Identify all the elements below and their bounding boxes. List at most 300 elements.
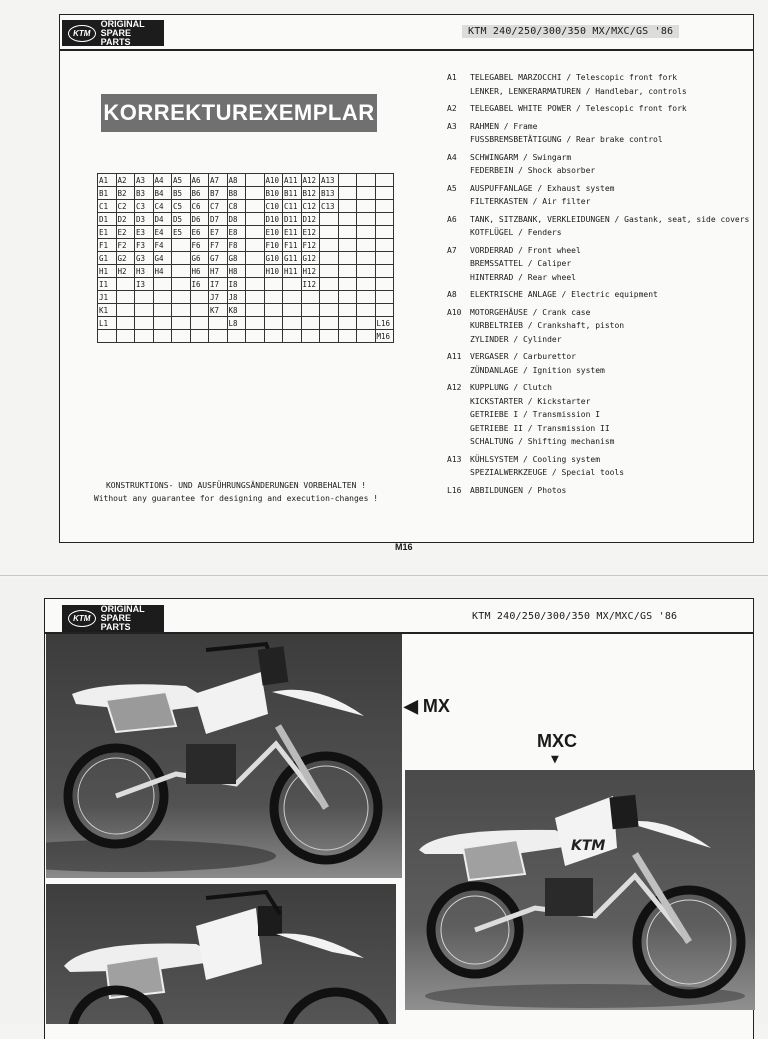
header-divider: [59, 49, 754, 51]
grid-cell: [338, 252, 357, 265]
grid-cell: [320, 304, 339, 317]
logo-line-2: SPARE PARTS: [100, 613, 131, 632]
grid-cell: G6: [190, 252, 209, 265]
grid-cell: K7: [209, 304, 228, 317]
grid-cell: [375, 213, 394, 226]
logo-line-1: ORIGINAL: [100, 604, 145, 614]
section-code: A1: [447, 73, 457, 82]
section-item: [447, 213, 750, 240]
section-code: A3: [447, 121, 457, 131]
grid-cell: [375, 226, 394, 239]
section-code: A6: [447, 214, 457, 224]
grid-cell: [153, 317, 172, 330]
grid-cell: [357, 213, 376, 226]
grid-cell: [246, 174, 265, 187]
section-lines: [470, 151, 595, 178]
grid-cell: A7: [209, 174, 228, 187]
grid-cell: [135, 304, 154, 317]
grid-cell: B2: [116, 187, 135, 200]
grid-cell: [264, 304, 283, 317]
grid-cell: B4: [153, 187, 172, 200]
grid-cell: [320, 213, 339, 226]
grid-cell: A11: [283, 174, 302, 187]
section-item: [447, 453, 747, 480]
grid-cell: [153, 278, 172, 291]
grid-cell: E6: [190, 226, 209, 239]
grid-cell: [357, 278, 376, 291]
section-code: A2: [447, 104, 457, 113]
ktm-logo-icon: [68, 25, 96, 42]
grid-cell: F10: [264, 239, 283, 252]
grid-cell: L8: [227, 317, 246, 330]
grid-row: [98, 252, 394, 265]
grid-cell: E5: [172, 226, 191, 239]
grid-cell: [264, 278, 283, 291]
grid-cell: [375, 174, 394, 187]
grid-cell: [116, 304, 135, 317]
grid-cell: [209, 317, 228, 330]
grid-cell: [246, 226, 265, 239]
grid-cell: [135, 317, 154, 330]
grid-cell: [338, 174, 357, 187]
grid-cell: D4: [153, 213, 172, 226]
section-lines: [470, 71, 687, 98]
grid-cell: [320, 226, 339, 239]
grid-cell: G2: [116, 252, 135, 265]
grid-cell: [375, 239, 394, 252]
grid-cell: E8: [227, 226, 246, 239]
mxc-bike-illustration: [405, 770, 755, 1010]
page-sheet-2: [0, 578, 768, 1024]
grid-cell: H3: [135, 265, 154, 278]
section-lines: [470, 350, 605, 377]
section-line: VERGASER / Carburettor: [470, 352, 576, 361]
section-item: [447, 381, 747, 449]
grid-cell: [357, 239, 376, 252]
grid-cell: [375, 265, 394, 278]
ktm-logo: [62, 20, 164, 46]
section-item: [447, 71, 747, 98]
grid-cell: F6: [190, 239, 209, 252]
section-line: SCHWINGARM / Swingarm: [470, 152, 572, 162]
logo-mark: KTM: [73, 614, 91, 623]
grid-row: [98, 278, 394, 291]
mx-label: ◀ MX: [404, 696, 450, 716]
grid-cell: [320, 317, 339, 330]
grid-cell: [301, 317, 320, 330]
grid-cell: H1: [98, 265, 117, 278]
grid-cell: [172, 252, 191, 265]
grid-cell: F2: [116, 239, 135, 252]
grid-cell: D10: [264, 213, 283, 226]
mx-motorcycle-photo: [46, 634, 402, 878]
grid-cell: [116, 291, 135, 304]
grid-cell: [357, 174, 376, 187]
grid-cell: A13: [320, 174, 339, 187]
grid-cell: B5: [172, 187, 191, 200]
grid-cell: B13: [320, 187, 339, 200]
grid-row: [98, 265, 394, 278]
tank-logo: KTM: [571, 838, 606, 854]
section-code: A4: [447, 152, 457, 162]
grid-cell: [246, 291, 265, 304]
grid-cell: B6: [190, 187, 209, 200]
grid-cell: [357, 265, 376, 278]
grid-cell: [375, 252, 394, 265]
section-line: SPEZIALWERKZEUGE / Special tools: [470, 468, 625, 477]
grid-cell: A6: [190, 174, 209, 187]
korrekturexemplar-banner: KORREKTUREXEMPLAR: [101, 94, 377, 132]
logo-line-1: ORIGINAL: [100, 18, 145, 29]
logo-text: [101, 605, 158, 632]
grid-row: [98, 226, 394, 239]
grid-cell: I1: [98, 278, 117, 291]
grid-cell: [338, 291, 357, 304]
grid-cell: I6: [190, 278, 209, 291]
grid-cell: B8: [227, 187, 246, 200]
grid-cell: [320, 278, 339, 291]
grid-row: [98, 330, 394, 343]
grid-cell: [172, 239, 191, 252]
grid-cell: K1: [98, 304, 117, 317]
grid-cell: C6: [190, 200, 209, 213]
grid-cell: I3: [135, 278, 154, 291]
grid-cell: [357, 317, 376, 330]
grid-cell: J1: [98, 291, 117, 304]
section-lines: [470, 381, 615, 449]
grid-cell: [190, 317, 209, 330]
grid-cell: G10: [264, 252, 283, 265]
section-item: [447, 288, 747, 302]
grid-cell: [338, 187, 357, 200]
grid-cell: [264, 317, 283, 330]
section-line: GETRIEBE I / Transmission I: [470, 410, 601, 419]
section-lines: [470, 453, 624, 480]
grid-cell: E7: [209, 226, 228, 239]
section-lines: [470, 213, 749, 240]
grid-row: [98, 304, 394, 317]
grid-cell: [283, 278, 302, 291]
grid-cell: B7: [209, 187, 228, 200]
section-item: [447, 102, 747, 116]
grid-cell: C1: [98, 200, 117, 213]
grid-cell: [283, 291, 302, 304]
grid-cell: A4: [153, 174, 172, 187]
section-item: [447, 120, 747, 147]
model-title: KTM 240/250/300/350 MX/MXC/GS '86: [462, 25, 679, 38]
section-line: SCHALTUNG / Shifting mechanism: [470, 437, 615, 446]
grid-cell: B1: [98, 187, 117, 200]
grid-cell: F7: [209, 239, 228, 252]
grid-cell: G11: [283, 252, 302, 265]
grid-cell: A1: [98, 174, 117, 187]
grid-cell: G8: [227, 252, 246, 265]
section-line: LENKER, LENKERARMATUREN / Handlebar, controls: [470, 86, 687, 96]
grid-cell: [264, 291, 283, 304]
grid-cell: E10: [264, 226, 283, 239]
section-line: VORDERRAD / Front wheel: [470, 245, 581, 255]
grid-cell: [338, 317, 357, 330]
grid-cell: [246, 187, 265, 200]
grid-cell: C3: [135, 200, 154, 213]
grid-row: [98, 317, 394, 330]
grid-cell: D1: [98, 213, 117, 226]
grid-cell: D3: [135, 213, 154, 226]
section-lines: [470, 182, 615, 209]
section-item: [447, 306, 747, 347]
grid-cell: I12: [301, 278, 320, 291]
grid-cell: [98, 330, 117, 343]
grid-cell: [246, 239, 265, 252]
grid-cell: D2: [116, 213, 135, 226]
section-item: [447, 484, 747, 498]
grid-cell: [227, 330, 246, 343]
section-line: FUSSBREMSBETÄTIGUNG / Rear brake control: [470, 135, 663, 144]
section-line: FEDERBEIN / Shock absorber: [470, 166, 596, 175]
ktm-logo-2: [62, 605, 164, 632]
grid-cell: [320, 330, 339, 343]
grid-cell: [338, 226, 357, 239]
grid-cell: C4: [153, 200, 172, 213]
grid-cell: E2: [116, 226, 135, 239]
grid-cell: H11: [283, 265, 302, 278]
grid-cell: [190, 304, 209, 317]
grid-cell: [172, 265, 191, 278]
sheet-separator: [0, 575, 768, 576]
grid-cell: [375, 291, 394, 304]
section-line: HINTERRAD / Rear wheel: [470, 272, 576, 282]
grid-cell: [320, 252, 339, 265]
mxc-motorcycle-photo: [405, 770, 755, 1010]
grid-cell: [301, 304, 320, 317]
grid-cell: [357, 304, 376, 317]
section-line: FILTERKASTEN / Air filter: [470, 197, 591, 206]
section-line: TELEGABEL MARZOCCHI / Telescopic front fork: [470, 73, 678, 82]
grid-cell: C13: [320, 200, 339, 213]
grid-cell: H6: [190, 265, 209, 278]
grid-cell: D8: [227, 213, 246, 226]
section-line: KOTFLÜGEL / Fenders: [470, 228, 562, 237]
grid-row: [98, 187, 394, 200]
section-line: ZYLINDER / Cylinder: [470, 334, 562, 344]
grid-cell: D12: [301, 213, 320, 226]
grid-cell: [153, 291, 172, 304]
disclaimer-german: KONSTRUKTIONS- UND AUSFÜHRUNGSÄNDERUNGEN VORBEHALTEN !: [105, 481, 367, 490]
grid-cell: B12: [301, 187, 320, 200]
grid-cell: [357, 226, 376, 239]
grid-cell: I8: [227, 278, 246, 291]
section-item: [447, 350, 747, 377]
page-index-grid: [97, 173, 394, 343]
section-lines: [470, 102, 687, 116]
grid-cell: I7: [209, 278, 228, 291]
grid-cell: H10: [264, 265, 283, 278]
section-lines: [470, 244, 581, 285]
grid-cell: H12: [301, 265, 320, 278]
section-lines: [470, 120, 663, 147]
grid-cell: K8: [227, 304, 246, 317]
section-item: [447, 244, 747, 285]
grid-row: [98, 174, 394, 187]
grid-cell: [357, 200, 376, 213]
grid-cell: F1: [98, 239, 117, 252]
grid-cell: [338, 239, 357, 252]
grid-cell: [172, 317, 191, 330]
logo-line-2: SPARE PARTS: [100, 27, 131, 47]
grid-cell: J8: [227, 291, 246, 304]
section-code: A13: [447, 454, 462, 464]
section-code: L16: [447, 485, 462, 495]
gs-motorcycle-photo: [46, 884, 396, 1024]
grid-cell: [246, 330, 265, 343]
grid-cell: [375, 187, 394, 200]
grid-row: [98, 239, 394, 252]
section-code: A7: [447, 245, 457, 255]
grid-cell: F11: [283, 239, 302, 252]
grid-cell: A3: [135, 174, 154, 187]
mxc-arrow-icon: ▼: [551, 752, 559, 767]
grid-cell: E11: [283, 226, 302, 239]
grid-cell: [338, 330, 357, 343]
section-line: KUPPLUNG / Clutch: [470, 383, 552, 392]
grid-cell: G3: [135, 252, 154, 265]
grid-cell: G12: [301, 252, 320, 265]
grid-cell: F3: [135, 239, 154, 252]
grid-cell: C10: [264, 200, 283, 213]
grid-cell: [375, 200, 394, 213]
disclaimer-english: Without any guarantee for designing and execution-changes !: [93, 494, 379, 503]
grid-cell: L1: [98, 317, 117, 330]
grid-cell: E4: [153, 226, 172, 239]
grid-cell: [320, 265, 339, 278]
grid-cell: [357, 187, 376, 200]
grid-row: [98, 291, 394, 304]
grid-cell: C2: [116, 200, 135, 213]
grid-cell: [172, 304, 191, 317]
grid-cell: B11: [283, 187, 302, 200]
grid-cell: [320, 291, 339, 304]
section-code: A12: [447, 383, 462, 392]
grid-cell: [116, 278, 135, 291]
grid-cell: [246, 200, 265, 213]
grid-cell: H4: [153, 265, 172, 278]
grid-cell: H7: [209, 265, 228, 278]
section-line: ELEKTRISCHE ANLAGE / Electric equipment: [470, 290, 658, 299]
grid-cell: A5: [172, 174, 191, 187]
grid-cell: [283, 304, 302, 317]
grid-cell: A12: [301, 174, 320, 187]
section-line: TANK, SITZBANK, VERKLEIDUNGEN / Gastank, seat, side covers: [470, 214, 750, 224]
grid-cell: [246, 317, 265, 330]
grid-cell: [190, 291, 209, 304]
grid-cell: [153, 330, 172, 343]
grid-cell: D5: [172, 213, 191, 226]
grid-cell: [264, 330, 283, 343]
grid-cell: [283, 330, 302, 343]
grid-cell: [209, 330, 228, 343]
grid-cell: L16: [375, 317, 394, 330]
grid-cell: F4: [153, 239, 172, 252]
grid-cell: [172, 291, 191, 304]
section-code: A10: [447, 307, 462, 317]
grid-cell: G4: [153, 252, 172, 265]
grid-cell: [135, 330, 154, 343]
grid-cell: A8: [227, 174, 246, 187]
section-item: [447, 151, 747, 178]
grid-cell: H8: [227, 265, 246, 278]
grid-cell: J7: [209, 291, 228, 304]
grid-cell: A10: [264, 174, 283, 187]
grid-cell: [246, 265, 265, 278]
grid-cell: [301, 291, 320, 304]
grid-cell: F8: [227, 239, 246, 252]
page-number: M16: [395, 542, 413, 552]
grid-cell: H2: [116, 265, 135, 278]
mx-bike-illustration: [46, 634, 402, 878]
grid-cell: E3: [135, 226, 154, 239]
section-line: KÜHLSYSTEM / Cooling system: [470, 454, 601, 464]
section-item: [447, 182, 747, 209]
grid-cell: G7: [209, 252, 228, 265]
grid-cell: C7: [209, 200, 228, 213]
section-code: A11: [447, 352, 462, 361]
section-line: BREMSSATTEL / Caliper: [470, 259, 572, 268]
disclaimer-note: [68, 479, 404, 505]
grid-cell: [135, 291, 154, 304]
grid-cell: [246, 213, 265, 226]
grid-cell: D11: [283, 213, 302, 226]
grid-cell: B10: [264, 187, 283, 200]
grid-cell: [357, 252, 376, 265]
section-line: TELEGABEL WHITE POWER / Telescopic front fork: [470, 104, 687, 113]
section-lines: [470, 288, 658, 302]
grid-cell: [338, 304, 357, 317]
grid-cell: C8: [227, 200, 246, 213]
grid-cell: [375, 278, 394, 291]
grid-cell: G1: [98, 252, 117, 265]
mxc-label: MXC: [537, 731, 577, 751]
section-line: AUSPUFFANLAGE / Exhaust system: [470, 183, 615, 193]
grid-cell: F12: [301, 239, 320, 252]
grid-cell: [338, 200, 357, 213]
section-line: ZÜNDANLAGE / Ignition system: [470, 365, 605, 375]
grid-cell: [301, 330, 320, 343]
grid-cell: E1: [98, 226, 117, 239]
grid-cell: [190, 330, 209, 343]
grid-cell: [172, 330, 191, 343]
grid-row: [98, 213, 394, 226]
grid-cell: C12: [301, 200, 320, 213]
section-code: A5: [447, 183, 457, 193]
grid-cell: [338, 213, 357, 226]
grid-cell: [320, 239, 339, 252]
section-lines: [470, 306, 624, 347]
grid-cell: A2: [116, 174, 135, 187]
grid-cell: E12: [301, 226, 320, 239]
grid-cell: [172, 278, 191, 291]
grid-row: [98, 200, 394, 213]
grid-cell: [357, 330, 376, 343]
grid-cell: D6: [190, 213, 209, 226]
grid-cell: [246, 252, 265, 265]
section-line: RAHMEN / Frame: [470, 121, 538, 131]
section-code: A8: [447, 290, 457, 299]
section-line: KICKSTARTER / Kickstarter: [470, 396, 591, 406]
grid-cell: [116, 317, 135, 330]
grid-cell: [246, 278, 265, 291]
grid-cell: C5: [172, 200, 191, 213]
section-line: ABBILDUNGEN / Photos: [470, 485, 567, 495]
